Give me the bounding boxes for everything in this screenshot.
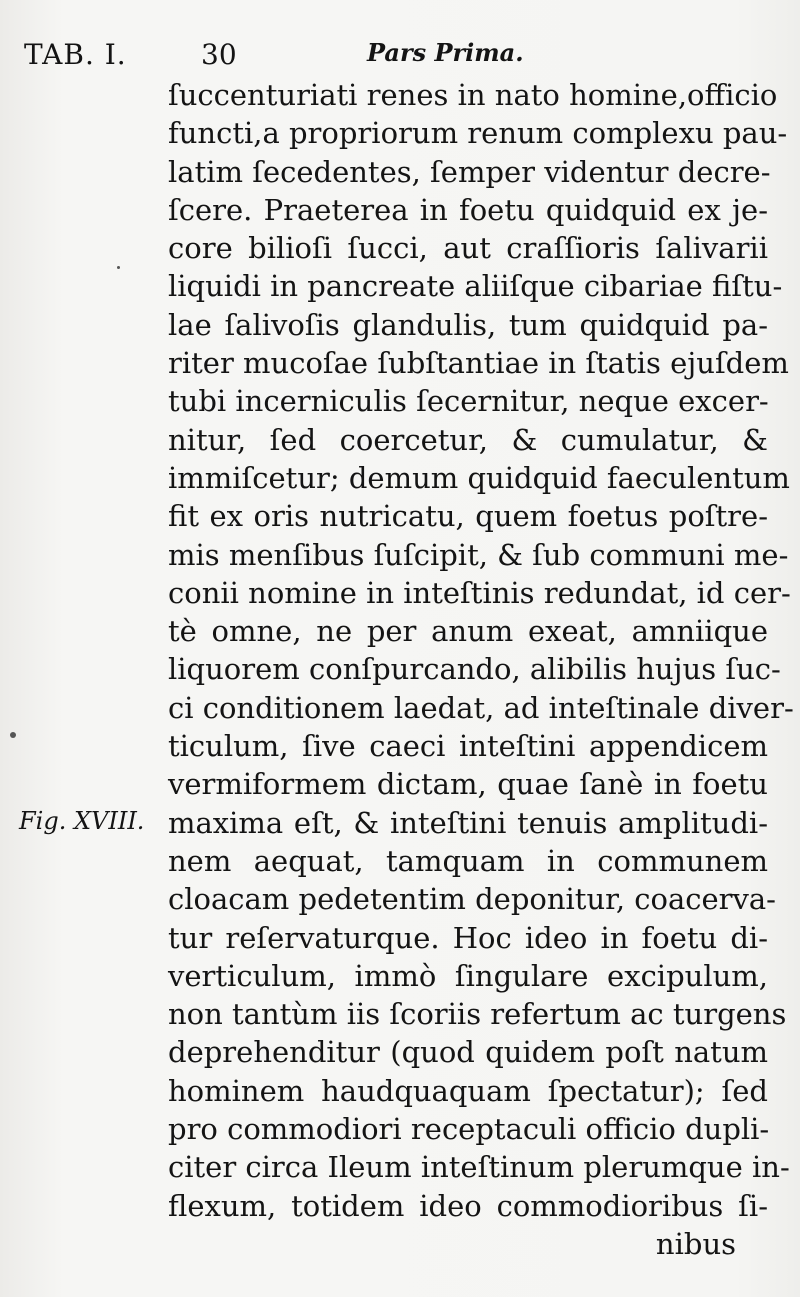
text-line: fit ex oris nutricatu, quem foetus poſtre- — [168, 499, 768, 534]
text-line: tur reſervaturque. Hoc ideo in foetu di- — [168, 920, 768, 955]
text-line: lae ſalivoſis glandulis, tum quidquid pa- — [168, 307, 768, 342]
text-line: ſcere. Praeterea in foetu quidquid ex je- — [168, 192, 768, 227]
text-line: tè omne, ne per anum exeat, amniique — [168, 614, 768, 649]
text-line: functi,a propriorum renum complexu pau- — [168, 116, 788, 151]
text-line: maxima eſt, & inteſtini tenuis amplitudi- — [168, 805, 768, 840]
text-line: mis menſibus ſuſcipit, & ſub communi me- — [168, 537, 789, 572]
text-line: nem aequat, tamquam in communem — [168, 843, 768, 878]
text-line: latim ſecedentes, ſemper videntur decre- — [168, 154, 771, 189]
text-line: nitur, ſed coercetur, & cumulatur, & — [168, 422, 768, 457]
running-title: Pars Prima. — [367, 38, 524, 67]
text-line: cloacam pedetentim deponitur, coacerva- — [168, 882, 776, 917]
catchword: nibus — [655, 1226, 736, 1261]
text-line: riter mucoſae ſubſtantiae in ſtatis ejuſdem — [168, 346, 789, 381]
text-line: non tantùm iis ſcoriis refertum ac turgens — [168, 997, 787, 1032]
text-line: deprehenditur (quod quidem poſt natum — [168, 1035, 768, 1070]
text-line: citer circa Ileum inteſtinum plerumque in- — [168, 1150, 790, 1185]
text-line: liquidi in pancreate aliiſque cibariae fiſtu- — [168, 269, 783, 304]
text-line: ticulum, ſive caeci inteſtini appendicem — [168, 729, 768, 764]
text-line: immiſcetur; demum quidquid faeculentum — [168, 460, 790, 495]
plate-reference: TAB. I. — [24, 38, 127, 71]
text-line: verticulum, immò ſingulare excipulum, — [168, 958, 768, 993]
text-line: ci conditionem laedat, ad inteſtinale diver- — [168, 690, 794, 725]
text-line: liquorem conſpurcando, alibilis hujus ſuc- — [168, 652, 781, 687]
text-line: conii nomine in inteſtinis redundat, id cer- — [168, 575, 791, 610]
text-line: ſuccenturiati renes in nato homine,officio — [168, 78, 778, 112]
text-line: vermiformem dictam, quae ſanè in foetu — [168, 767, 768, 802]
text-line: tubi incerniculis ſecernitur, neque excer- — [168, 384, 769, 419]
figure-marginal-note: Fig. XVIII. — [19, 807, 145, 835]
text-line: core bilioſi ſucci, aut craſſioris ſalivarii — [168, 231, 768, 266]
text-line: flexum, totidem ideo commodioribus ſi- — [168, 1188, 768, 1223]
text-line: pro commodiori receptaculi officio dupli- — [168, 1112, 770, 1147]
text-line: hominem haudquaquam ſpectatur); ſed — [168, 1073, 768, 1108]
page-number: 30 — [201, 38, 237, 71]
ink-speck — [117, 266, 120, 269]
ink-speck — [10, 732, 16, 738]
body-text — [168, 76, 794, 1263]
